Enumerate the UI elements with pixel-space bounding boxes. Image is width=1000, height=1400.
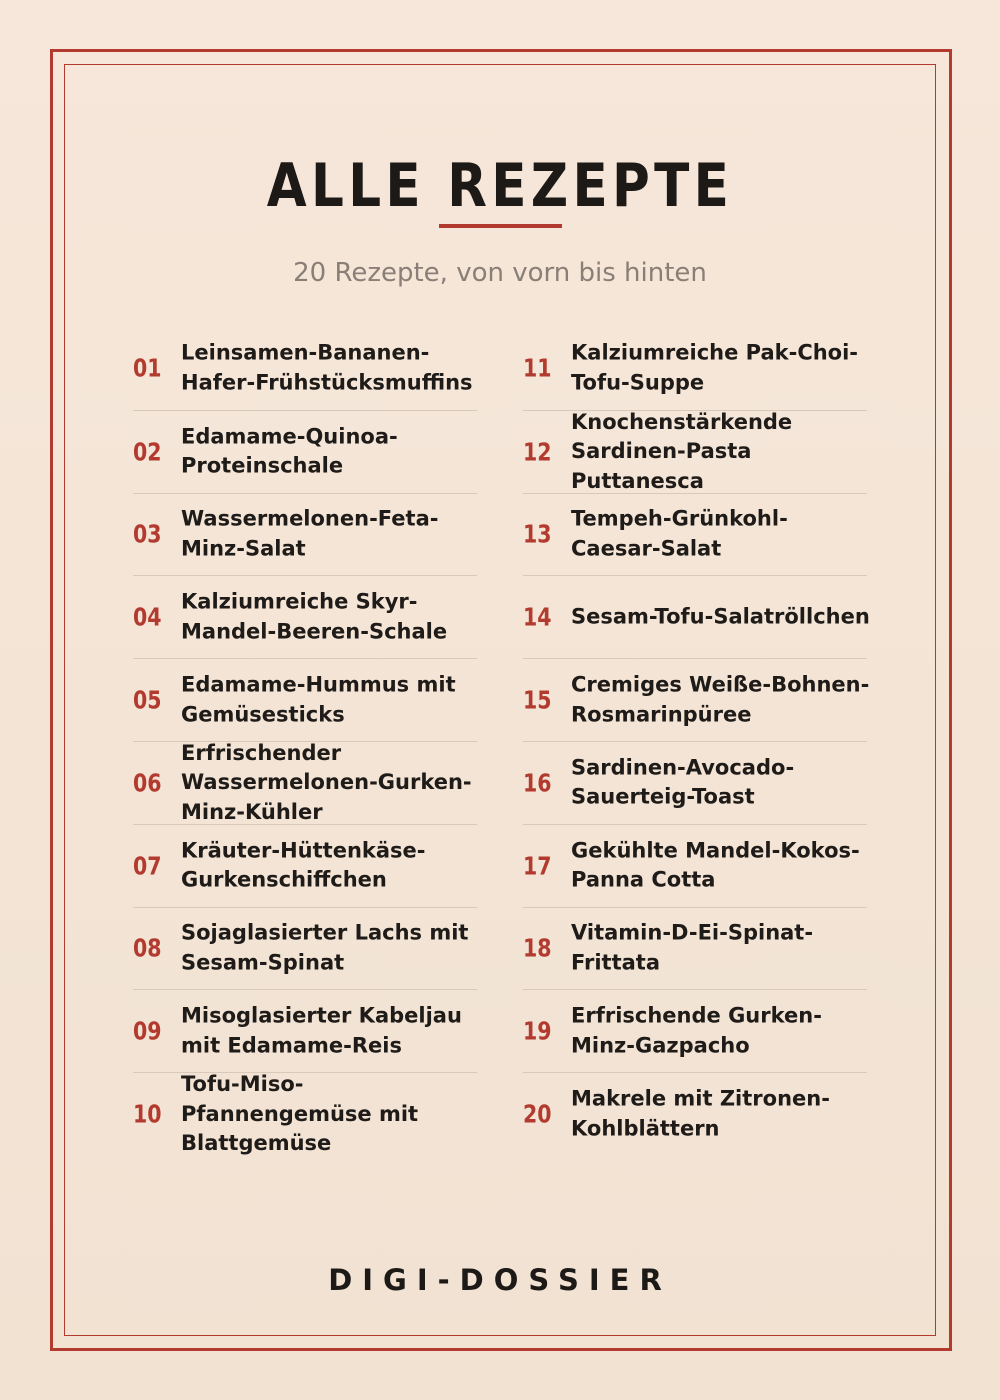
- recipe-name: Kräuter-Hüttenkäse-Gurkenschiffchen: [181, 838, 426, 892]
- recipe-item[interactable]: [133, 989, 477, 1072]
- recipe-number: 12: [523, 437, 552, 467]
- recipe-number: 03: [133, 519, 162, 549]
- recipe-name: Gekühlte Mandel-Kokos-Panna Cotta: [571, 838, 860, 892]
- recipe-number: 11: [523, 353, 552, 383]
- recipe-name: Misoglasierter Kabeljau mit Edamame-Reis: [181, 1003, 462, 1058]
- recipe-name: Erfrischender Wassermelonen-Gurken-Minz-Kühler: [181, 740, 472, 824]
- recipe-name: Makrele mit Zitronen-Kohlblättern: [571, 1086, 830, 1141]
- recipe-name: Kalziumreiche Pak-Choi-Tofu-Suppe: [571, 340, 859, 395]
- recipe-item[interactable]: [523, 575, 870, 658]
- recipe-number: 04: [133, 602, 162, 632]
- recipe-item[interactable]: [133, 410, 477, 493]
- recipe-item[interactable]: [133, 1072, 477, 1155]
- recipe-number: 15: [523, 685, 552, 715]
- recipe-name: Sardinen-Avocado-Sauerteig-Toast: [571, 755, 795, 809]
- recipe-name: Vitamin-D-Ei-Spinat-Frittata: [571, 920, 814, 975]
- recipe-item[interactable]: [523, 493, 867, 576]
- recipe-number: 06: [133, 768, 162, 798]
- recipe-name: Tofu-Miso-Pfannengemüse mit Blattgemüse: [181, 1071, 419, 1155]
- recipe-item[interactable]: [133, 658, 477, 741]
- recipe-name: Leinsamen-Bananen-Hafer-Frühstücksmuffins: [181, 340, 473, 395]
- recipe-number: 05: [133, 685, 162, 715]
- recipe-number: 20: [523, 1099, 552, 1129]
- recipe-number: 01: [133, 353, 162, 383]
- recipe-name: Cremiges Weiße-Bohnen-Rosmarinpüree: [571, 672, 870, 727]
- page-subtitle: 20 Rezepte, von vorn bis hinten: [293, 258, 707, 288]
- recipe-item[interactable]: [523, 824, 867, 907]
- recipe-item[interactable]: [523, 907, 867, 990]
- brand-footer: DIGI-DOSSIER: [328, 1263, 672, 1297]
- recipe-number: 14: [523, 602, 552, 632]
- recipe-name: Wassermelonen-Feta-Minz-Salat: [181, 506, 439, 561]
- recipe-number: 08: [133, 933, 162, 963]
- recipe-name: Knochenstärkende Sardinen-Pasta Puttanesca: [571, 409, 793, 493]
- recipe-number: 10: [133, 1099, 162, 1129]
- title-underline: [439, 224, 562, 228]
- recipe-number: 16: [523, 768, 552, 798]
- recipe-item[interactable]: [523, 410, 867, 493]
- recipe-number: 09: [133, 1016, 162, 1046]
- recipe-number: 17: [523, 851, 552, 881]
- recipe-name: Sesam-Tofu-Salatröllchen: [571, 604, 870, 629]
- page-title: ALLE REZEPTE: [266, 151, 734, 221]
- recipe-item[interactable]: [523, 327, 867, 410]
- recipe-item[interactable]: [523, 989, 867, 1072]
- recipe-number: 02: [133, 437, 162, 467]
- recipe-item[interactable]: [133, 327, 477, 410]
- recipe-name: Tempeh-Grünkohl-Caesar-Salat: [571, 506, 788, 561]
- recipe-name: Erfrischende Gurken-Minz-Gazpacho: [571, 1003, 822, 1058]
- recipe-item[interactable]: [523, 1072, 867, 1155]
- recipe-item[interactable]: [133, 493, 477, 576]
- recipe-item[interactable]: [523, 741, 867, 824]
- recipe-item[interactable]: [133, 741, 477, 824]
- recipe-number: 19: [523, 1016, 552, 1046]
- recipe-name: Edamame-Quinoa-Proteinschale: [181, 424, 398, 478]
- recipe-name: Edamame-Hummus mit Gemüsesticks: [181, 672, 456, 727]
- recipe-number: 07: [133, 851, 162, 881]
- recipe-number: 18: [523, 933, 552, 963]
- recipe-list-left: [133, 327, 477, 1155]
- recipe-item[interactable]: [133, 907, 477, 990]
- recipe-number: 13: [523, 519, 552, 549]
- recipe-item[interactable]: [133, 824, 477, 907]
- recipe-item[interactable]: [523, 658, 870, 741]
- recipe-list-right: [523, 327, 870, 1155]
- recipe-name: Sojaglasierter Lachs mit Sesam-Spinat: [181, 920, 469, 975]
- recipe-item[interactable]: [133, 575, 477, 658]
- recipe-name: Kalziumreiche Skyr-Mandel-Beeren-Schale: [181, 589, 448, 644]
